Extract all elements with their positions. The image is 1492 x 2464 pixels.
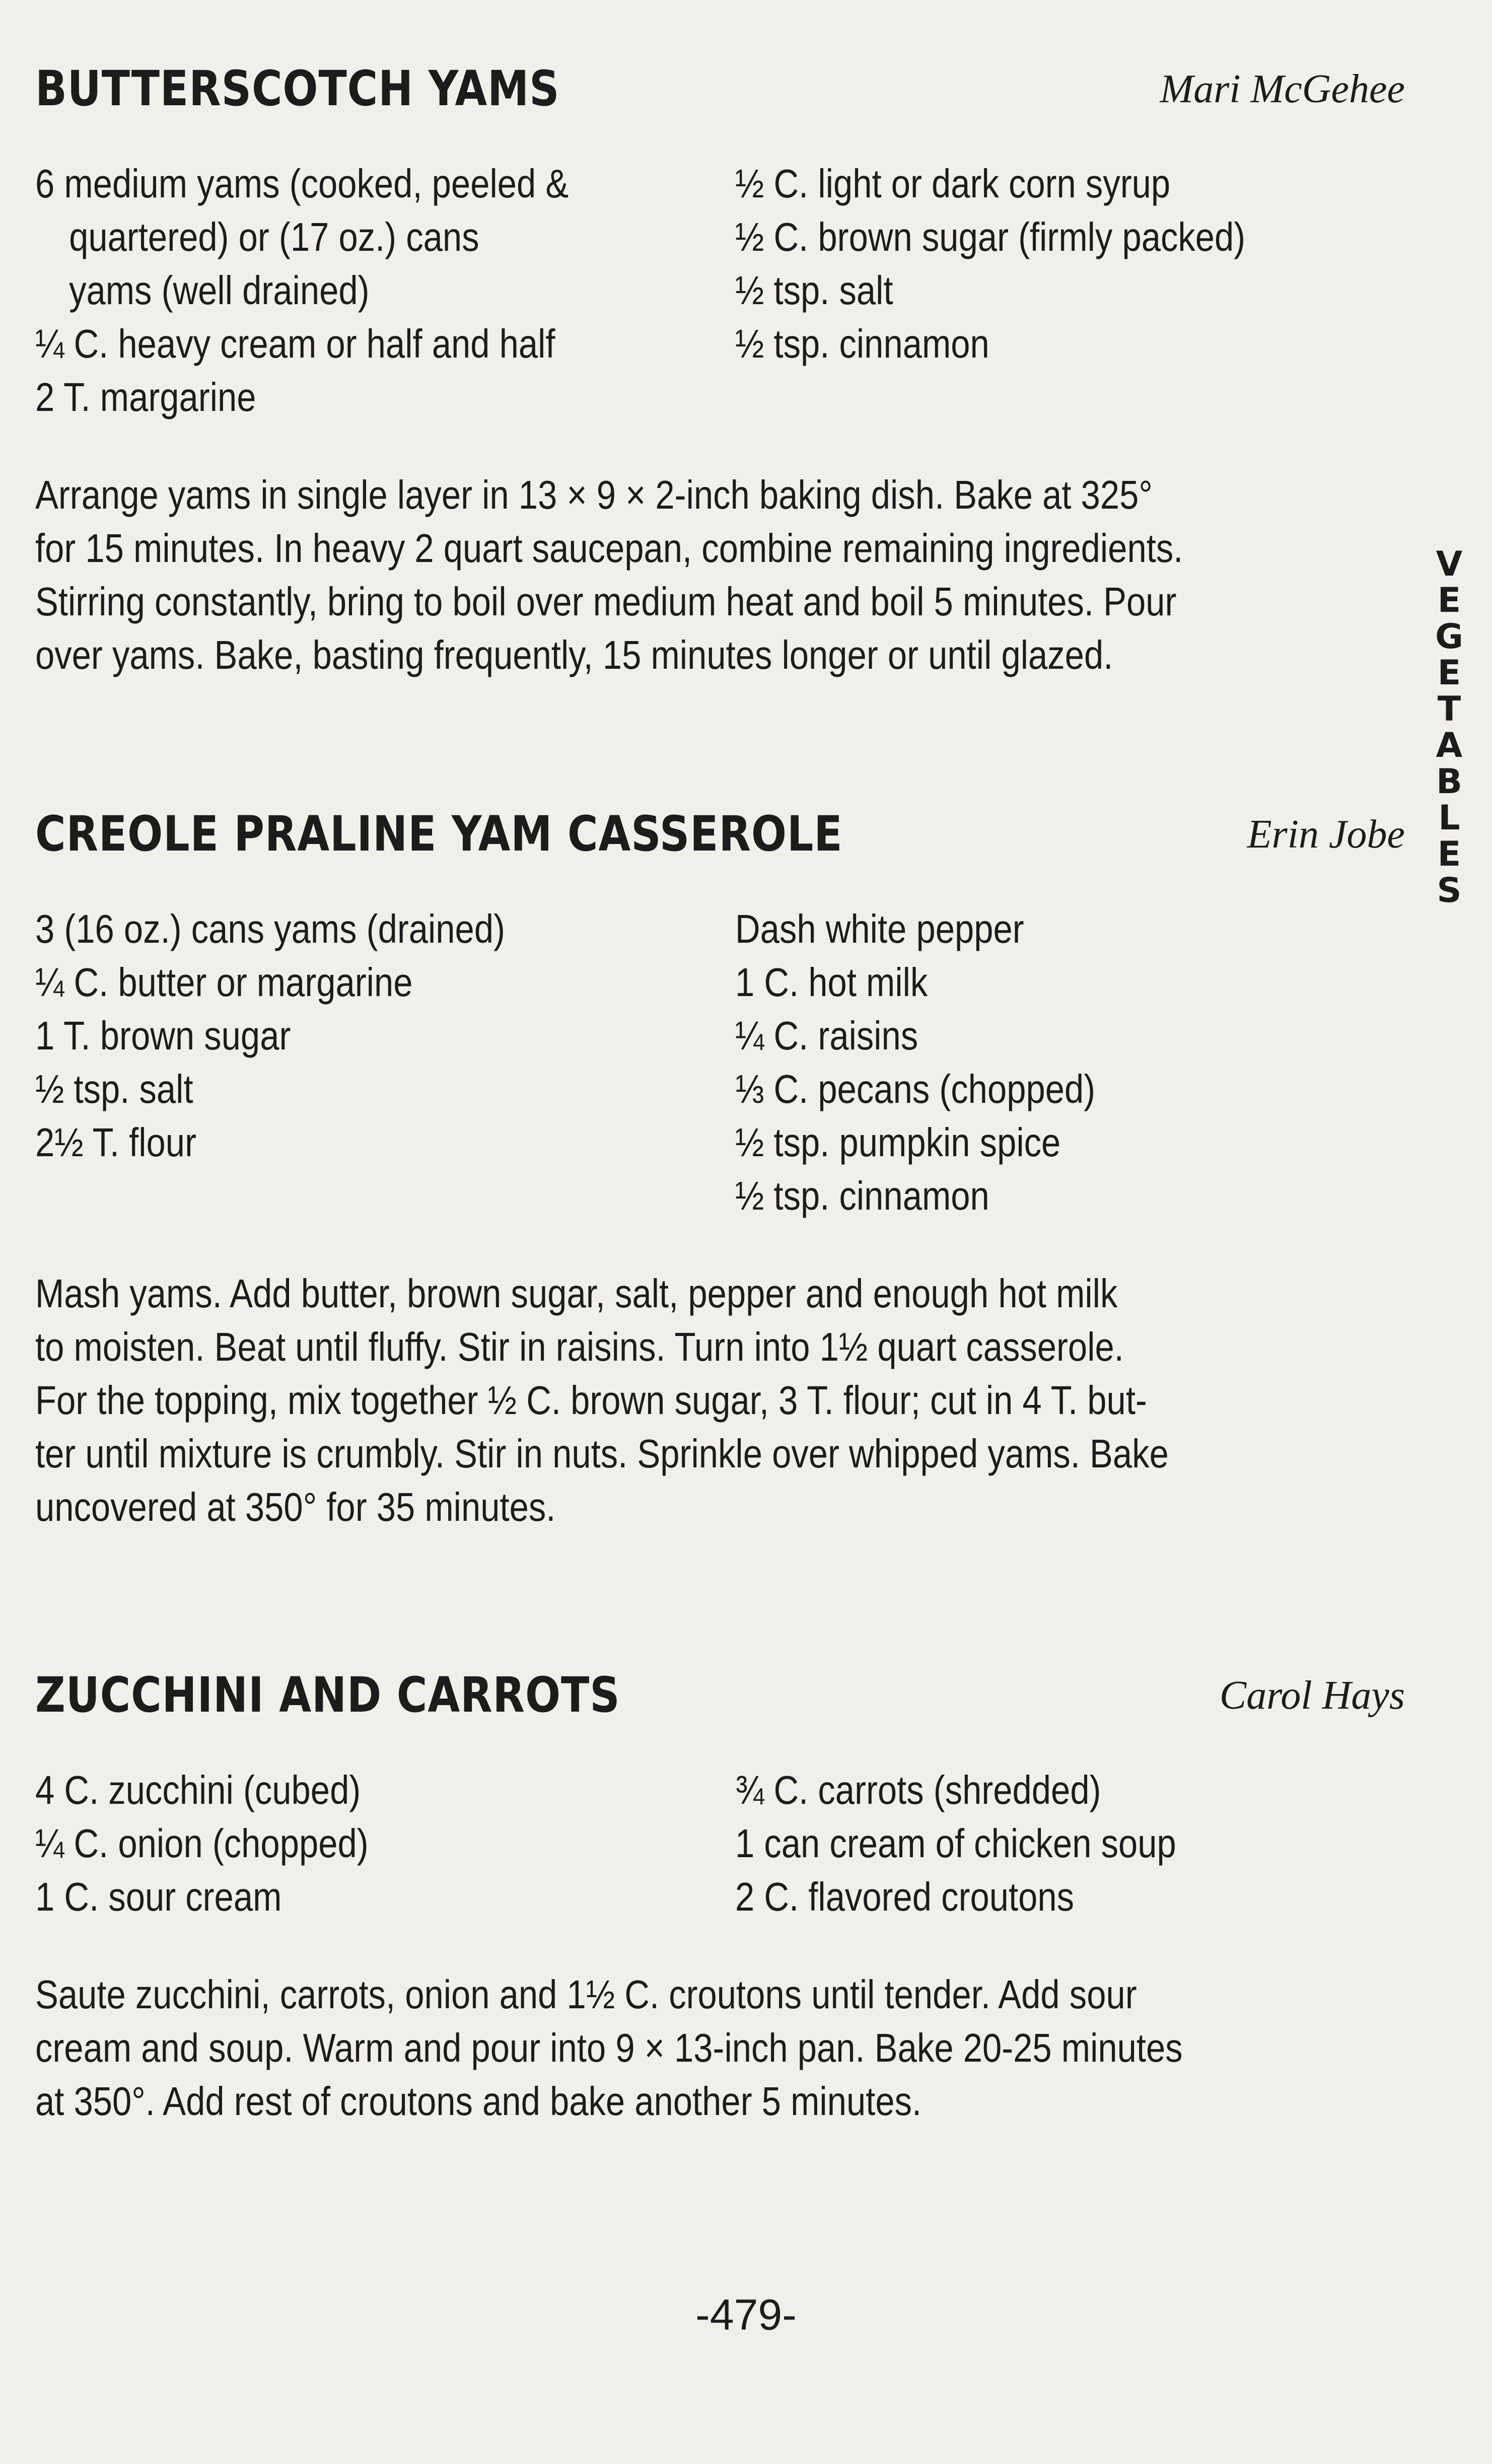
- tab-letter: A: [1436, 726, 1463, 765]
- recipe-butterscotch-yams: [35, 60, 1405, 682]
- ingredient: ¼ C. raisins: [735, 1013, 918, 1058]
- tab-letter: E: [1437, 834, 1461, 874]
- recipe-directions: [35, 1267, 1405, 1534]
- ingredient: ½ tsp. salt: [35, 1067, 193, 1111]
- tab-letter: E: [1437, 653, 1461, 693]
- ingredient-list: [35, 157, 1405, 424]
- ingredient: ½ C. brown sugar (firmly packed): [735, 215, 1246, 259]
- ingredient: ½ tsp. cinnamon: [735, 1173, 989, 1218]
- directions-line: over yams. Bake, basting frequently, 15 minutes longer or until glazed.: [35, 632, 1113, 677]
- ingredient: 2 T. margarine: [35, 375, 256, 419]
- ingredient-column-right: [735, 1764, 1390, 1924]
- tab-letter: L: [1438, 798, 1460, 838]
- ingredient: 2½ T. flour: [35, 1120, 196, 1165]
- tab-letter: B: [1436, 762, 1462, 802]
- ingredient: Dash white pepper: [735, 906, 1024, 951]
- ingredient-list: [35, 1764, 1405, 1924]
- tab-letter: S: [1437, 871, 1462, 910]
- directions-line: Mash yams. Add butter, brown sugar, salt, pepper and enough hot milk: [35, 1271, 1118, 1316]
- recipe-title: CREOLE PRALINE YAM CASSEROLE: [35, 806, 843, 862]
- ingredient: ¼ C. onion (chopped): [35, 1821, 369, 1866]
- directions-line: uncovered at 350° for 35 minutes.: [35, 1485, 556, 1529]
- directions-line: Arrange yams in single layer in 13 × 9 × 2-inch baking dish. Bake at 325°: [35, 472, 1153, 517]
- directions-line: at 350°. Add rest of croutons and bake another 5 minutes.: [35, 2079, 922, 2124]
- directions-line: Stirring constantly, bring to boil over medium heat and boil 5 minutes. Pour: [35, 579, 1177, 624]
- ingredient: ½ tsp. salt: [735, 268, 893, 313]
- directions-line: Saute zucchini, carrots, onion and 1½ C. croutons until tender. Add sour: [35, 1972, 1137, 2017]
- recipe-directions: [35, 468, 1405, 682]
- recipe-title: ZUCCHINI AND CARROTS: [35, 1667, 620, 1723]
- ingredient: 4 C. zucchini (cubed): [35, 1768, 361, 1812]
- recipe-directions: [35, 1968, 1405, 2128]
- ingredient-column-left: [35, 157, 735, 424]
- directions-line: for 15 minutes. In heavy 2 quart saucepan, combine remaining ingredients.: [35, 526, 1183, 571]
- directions-line: For the topping, mix together ½ C. brown sugar, 3 T. flour; cut in 4 T. but-: [35, 1378, 1147, 1423]
- ingredient-column-left: [35, 1764, 735, 1924]
- recipe-author: Carol Hays: [1219, 1673, 1405, 1718]
- ingredient: 2 C. flavored croutons: [735, 1874, 1075, 1919]
- directions-line: cream and soup. Warm and pour into 9 × 13-inch pan. Bake 20-25 minutes: [35, 2025, 1183, 2070]
- ingredient: 3 (16 oz.) cans yams (drained): [35, 906, 506, 951]
- ingredient: 6 medium yams (cooked, peeled &: [35, 161, 569, 206]
- ingredient: ¾ C. carrots (shredded): [735, 1768, 1101, 1812]
- ingredient: yams (well drained): [69, 268, 370, 313]
- tab-letter: G: [1435, 617, 1463, 657]
- tab-letter: V: [1436, 544, 1463, 584]
- ingredient-column-right: [735, 157, 1390, 424]
- recipe-zucchini-and-carrots: [35, 1667, 1405, 2128]
- directions-line: to moisten. Beat until fluffy. Stir in raisins. Turn into 1½ quart casserole.: [35, 1324, 1124, 1369]
- ingredient: 1 can cream of chicken soup: [735, 1821, 1176, 1866]
- ingredient-list: [35, 902, 1405, 1223]
- ingredient-column-left: [35, 902, 735, 1223]
- tab-letter: E: [1437, 581, 1461, 620]
- ingredient: ¼ C. heavy cream or half and half: [35, 321, 555, 366]
- ingredient-column-right: [735, 902, 1390, 1223]
- ingredient: ½ tsp. pumpkin spice: [735, 1120, 1061, 1165]
- ingredient: ½ tsp. cinnamon: [735, 321, 989, 366]
- page-number: -479-: [695, 2291, 797, 2339]
- recipe-title: BUTTERSCOTCH YAMS: [35, 60, 560, 117]
- recipe-creole-praline-yam-casserole: [35, 806, 1405, 1534]
- ingredient: 1 C. hot milk: [735, 960, 928, 1005]
- ingredient: ⅓ C. pecans (chopped): [735, 1067, 1096, 1111]
- ingredient: ½ C. light or dark corn syrup: [735, 161, 1171, 206]
- recipe-author: Erin Jobe: [1247, 812, 1405, 857]
- tab-letter: T: [1437, 689, 1461, 729]
- ingredient: ¼ C. butter or margarine: [35, 960, 413, 1005]
- ingredient: 1 C. sour cream: [35, 1874, 282, 1919]
- ingredient: 1 T. brown sugar: [35, 1013, 291, 1058]
- recipe-author: Mari McGehee: [1160, 67, 1405, 111]
- directions-line: ter until mixture is crumbly. Stir in nuts. Sprinkle over whipped yams. Bake: [35, 1431, 1169, 1476]
- ingredient: quartered) or (17 oz.) cans: [69, 215, 479, 259]
- section-tab-vegetables: [1427, 546, 1472, 909]
